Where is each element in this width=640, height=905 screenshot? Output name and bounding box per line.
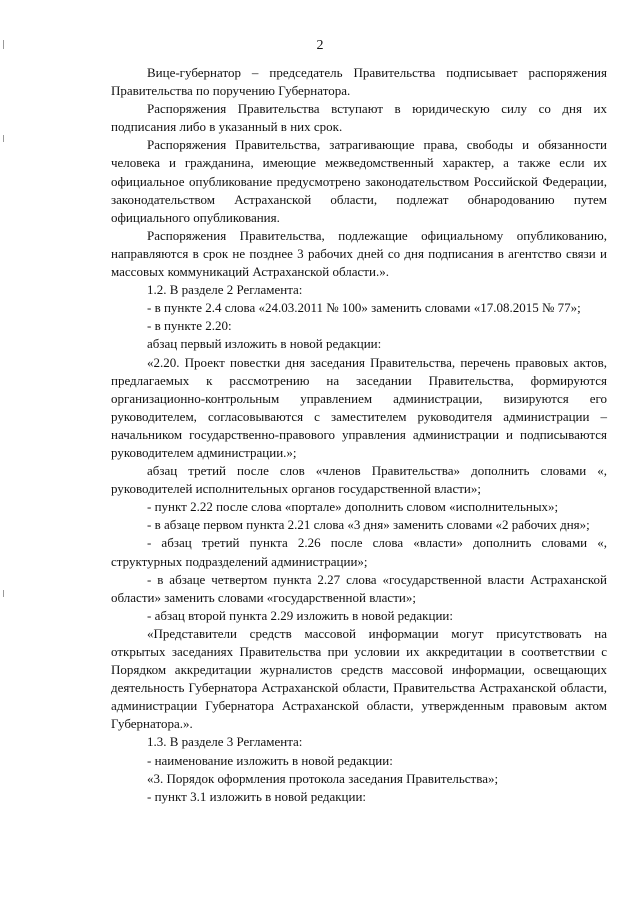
list-item: - в абзаце четвертом пункта 2.27 слова «государственной власти Астраханской области» заменить словами «государственной власти»; — [111, 571, 607, 605]
paragraph: Распоряжения Правительства, подлежащие официальному опубликованию, направляются в срок не позднее 3 рабочих дней со дня подписания в агентство связи и массовых коммуникаций Астраханской области.». — [111, 227, 607, 280]
section-heading: 1.2. В разделе 2 Регламента: — [147, 282, 303, 298]
paragraph: Распоряжения Правительства, затрагивающие права, свободы и обязанности человека и гражданина, имеющие межведомственный характер, а также если их официальное опубликование предусмотрено законодательством Российской Федерации, законодательством Астраханской области, подлежат обнародованию путем официального опубликования. — [111, 137, 607, 225]
paragraph: Распоряжения Правительства вступают в юридическую силу со дня их подписания либо в указанный в них срок. — [111, 101, 607, 135]
scan-margin-mark — [3, 590, 4, 597]
list-item: - абзац третий пункта 2.26 после слова «власти» дополнить словами «, структурных подразделений администрации»; — [111, 535, 607, 569]
list-item: - наименование изложить в новой редакции: — [147, 752, 393, 768]
paragraph: абзац третий после слов «членов Правительства» дополнить словами «, руководителей исполнительных органов государственной власти»; — [111, 463, 607, 497]
paragraph: абзац первый изложить в новой редакции: — [147, 336, 382, 352]
paragraph: Вице-губернатор – председатель Правительства подписывает распоряжения Правительства по поручению Губернатора. — [111, 65, 607, 99]
list-item: - в пункте 2.4 слова «24.03.2011 № 100» заменить словами «17.08.2015 № 77»; — [147, 300, 581, 316]
quoted-paragraph: «Представители средств массовой информации могут присутствовать на открытых заседаниях Правительства при условии их аккредитации в соответствии с Порядком аккредитации журналистов средств массовой информации, освещающих деятельность Губернатора Астраханской области, Правительства Астраханской области, администрации Губернатора Астраханской области, утвержденным правовым актом Губернатора.». — [111, 625, 607, 732]
list-item: - в абзаце первом пункта 2.21 слова «3 дня» заменить словами «2 рабочих дня»; — [147, 517, 590, 533]
list-item: - абзац второй пункта 2.29 изложить в новой редакции: — [147, 607, 453, 623]
quoted-paragraph: «2.20. Проект повестки дня заседания Правительства, перечень правовых актов, предлагаемых к рассмотрению на заседании Правительства, формируются организационно-контрольным управлением администрации, визируются его руководителем, согласовываются с заместителем руководителя администрации – начальником государственно-правового управления администрации и подписываются руководителем администрации.»; — [111, 354, 607, 460]
page-number: 2 — [316, 38, 324, 53]
document-body — [111, 64, 607, 806]
section-heading: 1.3. В разделе 3 Регламента: — [147, 734, 303, 750]
list-item: - пункт 3.1 изложить в новой редакции: — [147, 788, 367, 804]
quoted-paragraph: «3. Порядок оформления протокола заседания Правительства»; — [147, 770, 499, 786]
list-item: - пункт 2.22 после слова «портале» дополнить словом «исполнительных»; — [147, 499, 559, 515]
list-item: - в пункте 2.20: — [147, 318, 232, 334]
scan-margin-mark — [3, 135, 4, 142]
